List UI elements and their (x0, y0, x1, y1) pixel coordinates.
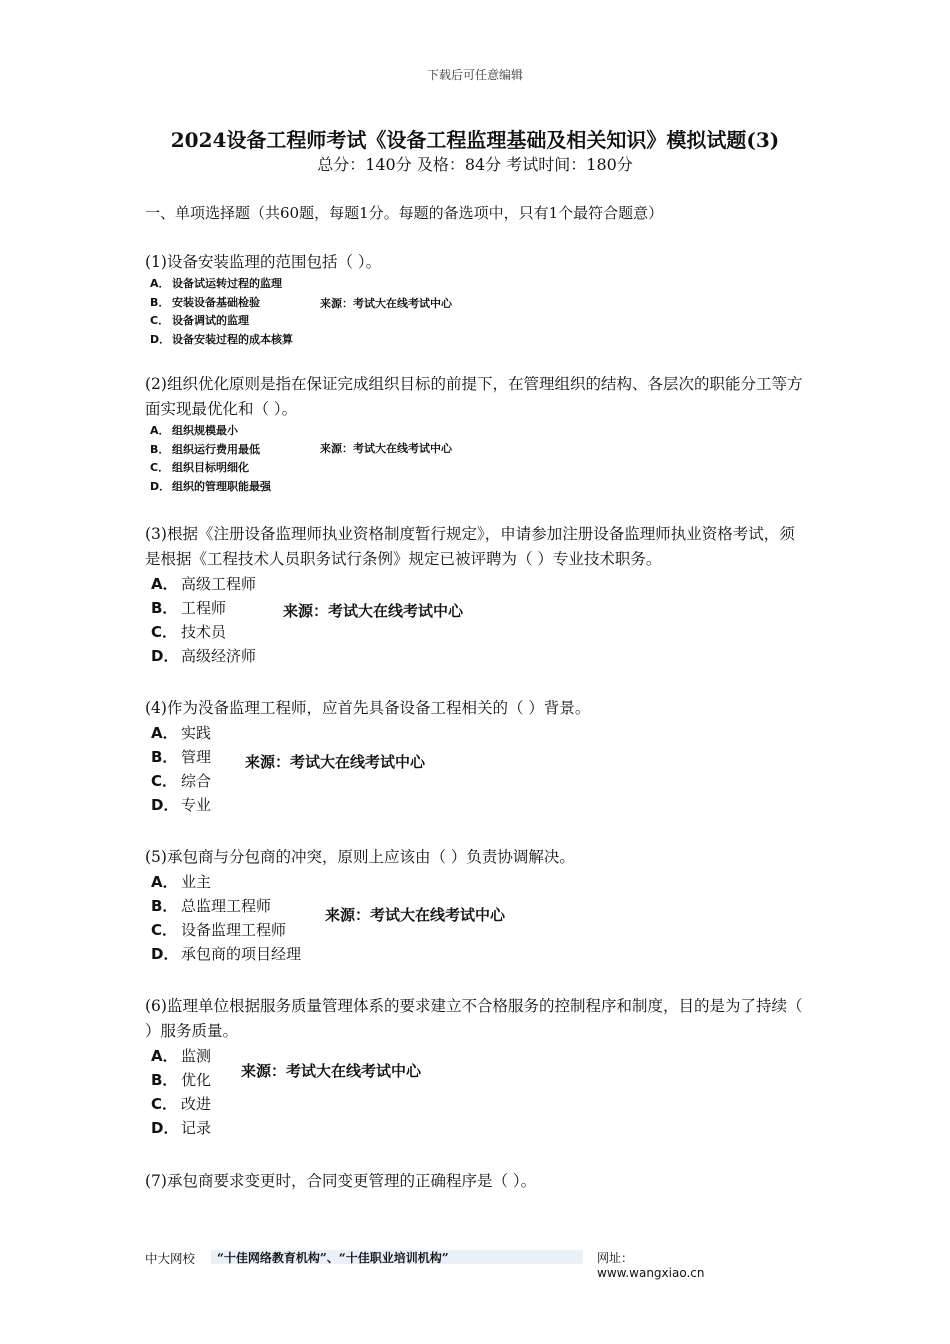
source-note: 来源：考试大在线考试中心 (241, 1062, 422, 1080)
option-a (145, 275, 810, 294)
option-text: 监测 (181, 1047, 212, 1065)
option-letter: D． (151, 1119, 179, 1137)
option-letter: B． (151, 897, 178, 915)
option-letter: A． (151, 724, 178, 742)
option-a (145, 422, 810, 441)
question-stem: (5)承包商与分包商的冲突，原则上应该由（ ）负责协调解决。 (145, 848, 575, 866)
option-d (145, 644, 810, 668)
option-letter: A． (150, 277, 170, 290)
option-letter: B． (151, 748, 178, 766)
footer-website: 网址：www.wangxiao.cn (597, 1251, 705, 1280)
question-stem: (7)承包商要求变更时，合同变更管理的正确程序是（ ）。 (145, 1172, 537, 1190)
option-letter: A． (151, 873, 178, 891)
option-letter: A． (150, 424, 170, 437)
option-d (145, 478, 810, 497)
option-text: 高级工程师 (181, 575, 257, 593)
option-a (145, 721, 810, 745)
question-6 (145, 994, 810, 1140)
question-stem: (4)作为没备监理工程师，应首先具备设备工程相关的（ ）背景。 (145, 699, 591, 717)
option-text: 总监理工程师 (181, 897, 272, 915)
question-7 (145, 1169, 810, 1194)
footer-slogan: “十佳网络教育机构”、“十佳职业培训机构” (217, 1251, 449, 1265)
option-letter: C． (150, 461, 170, 474)
option-letter: D． (150, 332, 171, 346)
option-text: 改进 (181, 1095, 212, 1113)
option-letter: D． (151, 647, 179, 665)
option-letter: C． (151, 772, 178, 790)
option-text: 优化 (181, 1071, 212, 1089)
option-d (145, 793, 810, 817)
option-letter: A． (151, 575, 178, 593)
option-letter: B． (150, 442, 170, 456)
footer-school: 中大网校 (145, 1251, 196, 1266)
option-letter: C． (151, 623, 178, 641)
option-c (145, 769, 810, 793)
option-text: 设备监理工程师 (181, 921, 287, 939)
option-a (145, 572, 810, 596)
source-note: 来源：考试大在线考试中心 (283, 602, 464, 620)
option-text: 组织的管理职能最强 (172, 479, 271, 493)
option-c (145, 312, 810, 331)
option-b (145, 596, 810, 620)
option-text: 技术员 (181, 623, 227, 641)
option-letter: C． (150, 314, 170, 327)
top-note: 下载后可任意编辑 (426, 68, 523, 82)
question-1 (145, 250, 810, 349)
source-note: 来源：考试大在线考试中心 (245, 753, 426, 771)
option-a (145, 870, 810, 894)
option-text: 综合 (181, 772, 212, 790)
source-note: 来源：考试大在线考试中心 (325, 906, 506, 924)
option-text: 记录 (181, 1119, 212, 1137)
source-note: 来源：考试大在线考试中心 (320, 442, 452, 455)
option-letter: B． (151, 599, 178, 617)
option-text: 工程师 (181, 599, 227, 617)
option-text: 组织运行费用最低 (172, 442, 260, 456)
option-c (145, 459, 810, 478)
option-c (145, 620, 810, 644)
option-text: 设备调试的监理 (172, 314, 249, 327)
question-stem: (2)组织优化原则是指在保证完成组织目标的前提下，在管理组织的结构、各层次的职能分工等方面实现最优化和（ ）。 (145, 375, 803, 418)
option-letter: C． (151, 921, 178, 939)
option-letter: C． (151, 1095, 178, 1113)
option-b (145, 441, 810, 460)
question-2 (145, 372, 810, 496)
question-stem: (6)监理单位根据服务质量管理体系的要求建立不合格服务的控制程序和制度，目的是为了持续（ ）服务质量。 (145, 997, 803, 1040)
option-text: 实践 (181, 724, 212, 742)
option-text: 设备安装过程的成本核算 (172, 332, 293, 346)
option-list (145, 572, 810, 668)
option-text: 管理 (181, 748, 212, 766)
question-3 (145, 522, 810, 668)
option-text: 安装设备基础检验 (172, 295, 260, 309)
option-list (145, 422, 810, 496)
option-text: 设备试运转过程的监理 (172, 277, 282, 290)
page-title: 2024设备工程师考试《设备工程监理基础及相关知识》模拟试题(3) (170, 128, 780, 152)
option-text: 业主 (181, 873, 212, 891)
page-footer (145, 1249, 740, 1280)
option-list (145, 275, 810, 349)
question-stem: (1)设备安装监理的范围包括（ ）。 (145, 253, 382, 271)
exam-info: 总分：140分 及格：84分 考试时间：180分 (317, 155, 633, 174)
option-letter: B． (150, 295, 170, 309)
option-text: 承包商的项目经理 (181, 945, 302, 963)
section-heading: 一、单项选择题（共60题，每题1分。每题的备选项中，只有1个最符合题意） (145, 204, 664, 222)
option-d (145, 942, 810, 966)
option-c (145, 1092, 810, 1116)
option-list (145, 870, 810, 966)
option-b (145, 294, 810, 313)
option-text: 组织规模最小 (172, 424, 238, 437)
option-text: 专业 (181, 796, 212, 814)
option-letter: B． (151, 1071, 178, 1089)
question-5 (145, 845, 810, 966)
option-text: 高级经济师 (181, 647, 257, 665)
option-text: 组织目标明细化 (172, 461, 249, 474)
option-letter: A． (151, 1047, 178, 1065)
option-list (145, 1044, 810, 1140)
option-letter: D． (151, 945, 179, 963)
option-d (145, 331, 810, 350)
question-4 (145, 696, 810, 817)
option-letter: D． (151, 796, 179, 814)
question-stem: (3)根据《注册设备监理师执业资格制度暂行规定》，申请参加注册设备监理师执业资格考试，须是根据《工程技术人员职务试行条例》规定已被评聘为（ ）专业技术职务。 (145, 525, 795, 568)
option-list (145, 721, 810, 817)
option-letter: D． (150, 479, 171, 493)
source-note: 来源：考试大在线考试中心 (320, 297, 452, 310)
option-d (145, 1116, 810, 1140)
